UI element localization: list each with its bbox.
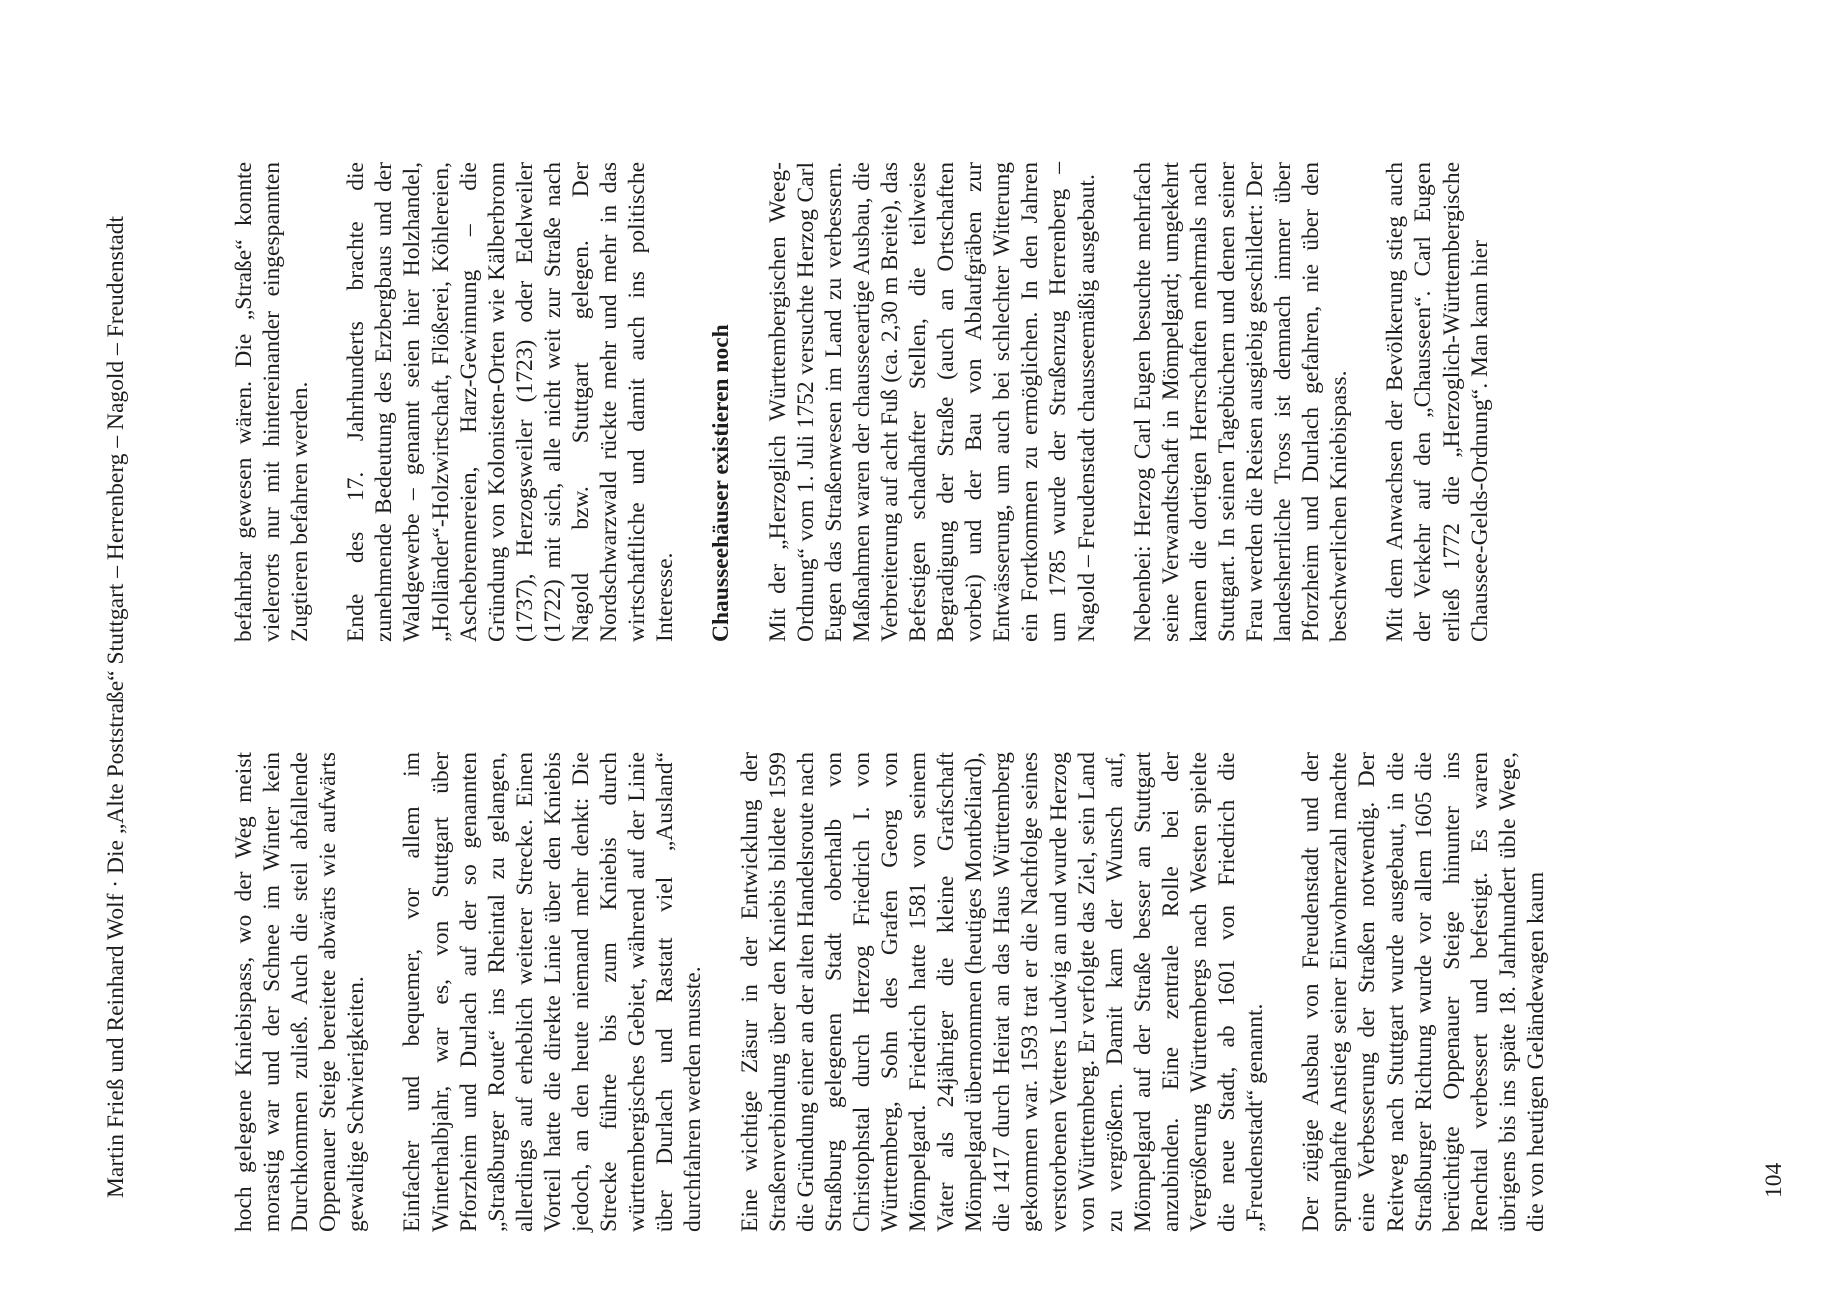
paragraph-chausseegeld: Mit dem Anwachsen der Bevölkerung stieg auch der Verkehr auf den „Chausseen“. Carl Eugen erließ 1772 die „Herzoglich-Württembergische Chaussee-Gelds-Ordnung“. Man kann hier <box>1382 162 1493 642</box>
paragraph-road-expansion: Der zügige Ausbau von Freudenstadt und der sprunghafte Anstieg seiner Einwohnerzahl machte eine Verbesserung der Straßen notwendig. Der Reitweg nach Stuttgart wurde ausgebaut, in die Straßburger Richtung wurde vor allem 1605 die berüchtigte Oppenauer Steige hinunter ins Renchtal verbessert und befestigt. Es waren übrigens bis ins späte 18. Jahrhundert üble Wege, die von heutigen Geländewagen kaum <box>1298 752 1550 1232</box>
paragraph-nebenbei: Nebenbei: Herzog Carl Eugen besuchte mehrfach seine Verwandtschaft in Mömpelgard; umgekehrt kamen die dortigen Herrschaften mehrmals nach Stuttgart. In seinen Tagebüchern und denen seiner Frau werden die Reisen ausgiebig geschildert: Der landesherrliche Tross ist demnach immer über Pforzheim und Durlach gefahren, nie über den beschwerlichen Kniebispass. <box>1129 162 1353 642</box>
page-number: 104 <box>1761 1162 1787 1198</box>
right-text-column <box>230 162 1522 642</box>
paragraph-befahrbar: befahrbar gewesen wären. Die „Straße“ konnte vielerorts nur mit hintereinander eingespannten Zugtieren befahren werden. <box>231 162 314 642</box>
paragraph-weeg-ordnung: Mit der „Herzoglich Württembergischen Weeg-Ordnung“ vom 1. Juli 1752 versuchte Herzog Carl Eugen das Straßenwesen im Land zu verbessern. Maßnahmen waren der chausseeartige Ausbau, die Verbreiterung auf acht Fuß (ca. 2,30 m Breite), das Befestigen schadhafter Stellen, die teilweise Begradigung der Straße (auch an Ortschaften vorbei) und der Bau von Ablaufgräben zur Entwässerung, um auch bei schlechter Witterung ein Fortkommen zu ermöglichen. In den Jahren um 1785 wurde der Straßenzug Herrenberg – Nagold – Freudenstadt chausseemäßig ausgebaut. <box>764 162 1100 642</box>
paragraph-strassburger-route: Einfacher und bequemer, vor allem im Winterhalbjahr, war es, von Stuttgart über Pforzheim und Durlach auf der so genannten „Straßburger Route“ ins Rheintal zu gelangen, allerdings auf erheblich weiterer Strecke. Einen Vorteil hatte die direkte Linie über den Kniebis jedoch, an den heute niemand mehr denkt: Die Strecke führte bis zum Kniebis durch württembergisches Gebiet, während auf der Linie über Durlach und Rastatt viel „Ausland“ durchfahren werden musste. <box>399 752 707 1232</box>
paragraph-17th-century: Ende des 17. Jahrhunderts brachte die zunehmende Bedeutung des Erzbergbaus und der Waldgewerbe – genannt seien hier Holzhandel, „Holländer“-Holzwirtschaft, Flößerei, Köhlereien, Aschebrennereien, Harz-Gewinnung – die Gründung von Kolonisten-Orten wie Kälberbronn (1737), Herzogsweiler (1723) oder Edelweiler (1722) mit sich, alle nicht weit zur Straße nach Nagold bzw. Stuttgart gelegen. Der Nordschwarzwald rückte mehr und mehr in das wirtschaftliche und damit auch ins politische Interesse. <box>343 162 679 642</box>
paragraph-kniebispass: hoch gelegene Kniebispass, wo der Weg meist morastig war und der Schnee im Winter kein Durchkommen zuließ. Auch die steil abfallende Oppenauer Steige bereitete abwärts wie aufwärts gewaltige Schwierigkeiten. <box>231 752 370 1232</box>
section-heading-chausseehaeuser: Chausseehäuser existieren noch <box>708 324 735 642</box>
left-text-column <box>230 752 1578 1232</box>
paragraph-freudenstadt-founding: Eine wichtige Zäsur in der Entwicklung der Straßenverbindung über den Kniebis bildete 1599 die Gründung einer an der alten Handelsroute nach Straßburg gelegenen Stadt oberhalb von Christophstal durch Herzog Friedrich I. von Württemberg, Sohn des Grafen Georg von Mömpelgard. Friedrich hatte 1581 von seinem Vater als 24jähriger die kleine Grafschaft Mömpelgard übernommen (heutiges Montbéliard), die 1417 durch Heirat an das Haus Württemberg gekommen war. 1593 trat er die Nachfolge seines verstorbenen Vetters Ludwig an und wurde Herzog von Württemberg. Er verfolgte das Ziel, sein Land zu vergrößern. Damit kam der Wunsch auf, Mömpelgard auf der Straße besser an Stuttgart anzubinden. Eine zentrale Rolle bei der Vergrößerung Württembergs nach Westen spielte die neue Stadt, ab 1601 von Friedrich die „Freudenstadt“ genannt. <box>736 752 1269 1232</box>
running-header: Martin Frieß und Reinhard Wolf · Die „Alte Poststraße“ Stuttgart – Herrenberg – Nagold – Freudenstadt <box>103 215 129 1198</box>
